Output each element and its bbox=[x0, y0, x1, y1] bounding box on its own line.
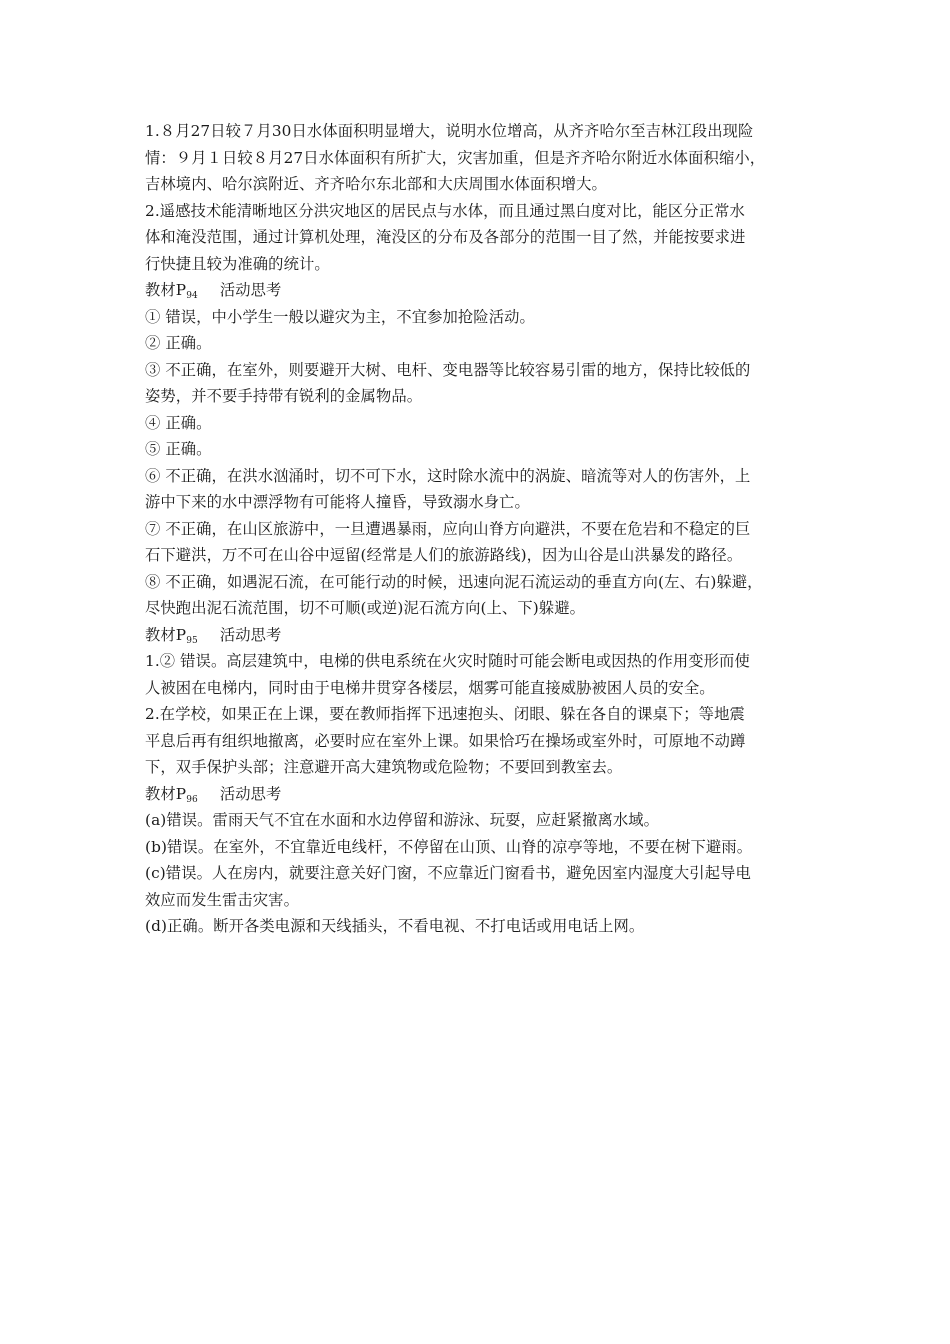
heading-prefix: 教材P bbox=[145, 625, 187, 644]
heading-page-number: 94 bbox=[186, 291, 198, 301]
heading-title: 活动思考 bbox=[219, 625, 282, 644]
item-d: (d)正确。断开各类电源和天线插头，不看电视、不打电话或用电话上网。 bbox=[145, 917, 645, 935]
heading-prefix: 教材P bbox=[145, 784, 187, 803]
list-item-3-line-1: ③ 不正确，在室外，则要避开大树、电杆、变电器等比较容易引雷的地方，保持比较低的 bbox=[145, 360, 751, 379]
section-heading-p95 bbox=[145, 622, 815, 649]
paragraph-2-line-3: 行快捷且较为准确的统计。 bbox=[145, 254, 330, 273]
heading-title: 活动思考 bbox=[219, 784, 282, 803]
paragraph-2-line-1: 2.遥感技术能清晰地区分洪灾地区的居民点与水体，而且通过黑白度对比，能区分正常水 bbox=[145, 201, 745, 220]
list-item-6-line-1: ⑥ 不正确，在洪水汹涌时，切不可下水，这时除水流中的涡旋、暗流等对人的伤害外，上 bbox=[145, 466, 751, 485]
heading-prefix: 教材P bbox=[145, 281, 187, 299]
heading-title: 活动思考 bbox=[219, 281, 282, 299]
heading-page-number: 96 bbox=[186, 794, 198, 805]
answer-1-line-1: 1.② 错误。高层建筑中，电梯的供电系统在火灾时随时可能会断电或因热的作用变形而使 bbox=[145, 652, 750, 670]
answer-2-line-2: 平息后再有组织地撤离，必要时应在室外上课。如果恰巧在操场或室外时，可原地不动蹲 bbox=[145, 731, 746, 750]
paragraph-1-line-1: 1.８月27日较７月30日水体面积明显增大，说明水位增高，从齐齐哈尔至吉林江段出现险 bbox=[145, 122, 754, 140]
list-item-6-line-2: 游中下来的水中漂浮物有可能将人撞昏，导致溺水身亡。 bbox=[145, 493, 530, 511]
list-item-8-line-2: 尽快跑出泥石流范围，切不可顺(或逆)泥石流方向(上、下)躲避。 bbox=[145, 599, 585, 617]
list-item-4: ④ 正确。 bbox=[145, 413, 212, 432]
heading-page-number: 95 bbox=[186, 635, 198, 646]
list-item-2: ② 正确。 bbox=[145, 334, 212, 352]
list-item-8-line-1: ⑧ 不正确，如遇泥石流，在可能行动的时候，迅速向泥石流运动的垂直方向(左、右)躲避， bbox=[145, 572, 763, 591]
item-c-line-1: (c)错误。人在房内，就要注意关好门窗，不应靠近门窗看书，避免因室内湿度大引起导电 bbox=[145, 864, 751, 882]
list-item-1: ① 错误，中小学生一般以避灾为主，不宜参加抢险活动。 bbox=[145, 307, 535, 326]
item-c-line-2: 效应而发生雷击灾害。 bbox=[145, 890, 299, 909]
list-item-5: ⑤ 正确。 bbox=[145, 440, 212, 458]
list-item-7-line-1: ⑦ 不正确，在山区旅游中，一旦遭遇暴雨，应向山脊方向避洪，不要在危岩和不稳定的巨 bbox=[145, 519, 751, 538]
section-heading-p96 bbox=[145, 781, 815, 808]
paragraph-2-line-2: 体和淹没范围，通过计算机处理，淹没区的分布及各部分的范围一目了然，并能按要求进 bbox=[145, 228, 746, 246]
answer-2-line-1: 2.在学校，如果正在上课，要在教师指挥下迅速抱头、闭眼、躲在各自的课桌下；等地震 bbox=[145, 705, 745, 723]
section-heading-p94 bbox=[145, 277, 815, 304]
item-a: (a)错误。雷雨天气不宜在水面和水边停留和游泳、玩耍，应赶紧撤离水域。 bbox=[145, 811, 660, 829]
paragraph-1-line-2: 情：９月１日较８月27日水体面积有所扩大，灾害加重，但是齐齐哈尔附近水体面积缩小， bbox=[145, 148, 766, 167]
list-item-7-line-2: 石下避洪，万不可在山谷中逗留(经常是人们的旅游路线)，因为山谷是山洪暴发的路径。 bbox=[145, 546, 743, 564]
paragraph-1-line-3: 吉林境内、哈尔滨附近、齐齐哈尔东北部和大庆周围水体面积增大。 bbox=[145, 175, 607, 193]
list-item-3-line-2: 姿势，并不要手持带有锐利的金属物品。 bbox=[145, 387, 423, 405]
answer-1-line-2: 人被困在电梯内，同时由于电梯井贯穿各楼层，烟雾可能直接威胁被困人员的安全。 bbox=[145, 678, 715, 697]
answer-2-line-3: 下，双手保护头部；注意避开高大建筑物或危险物；不要回到教室去。 bbox=[145, 758, 623, 776]
document-body bbox=[145, 118, 815, 940]
item-b: (b)错误。在室外，不宜靠近电线杆，不停留在山顶、山脊的凉亭等地，不要在树下避雨。 bbox=[145, 837, 753, 856]
